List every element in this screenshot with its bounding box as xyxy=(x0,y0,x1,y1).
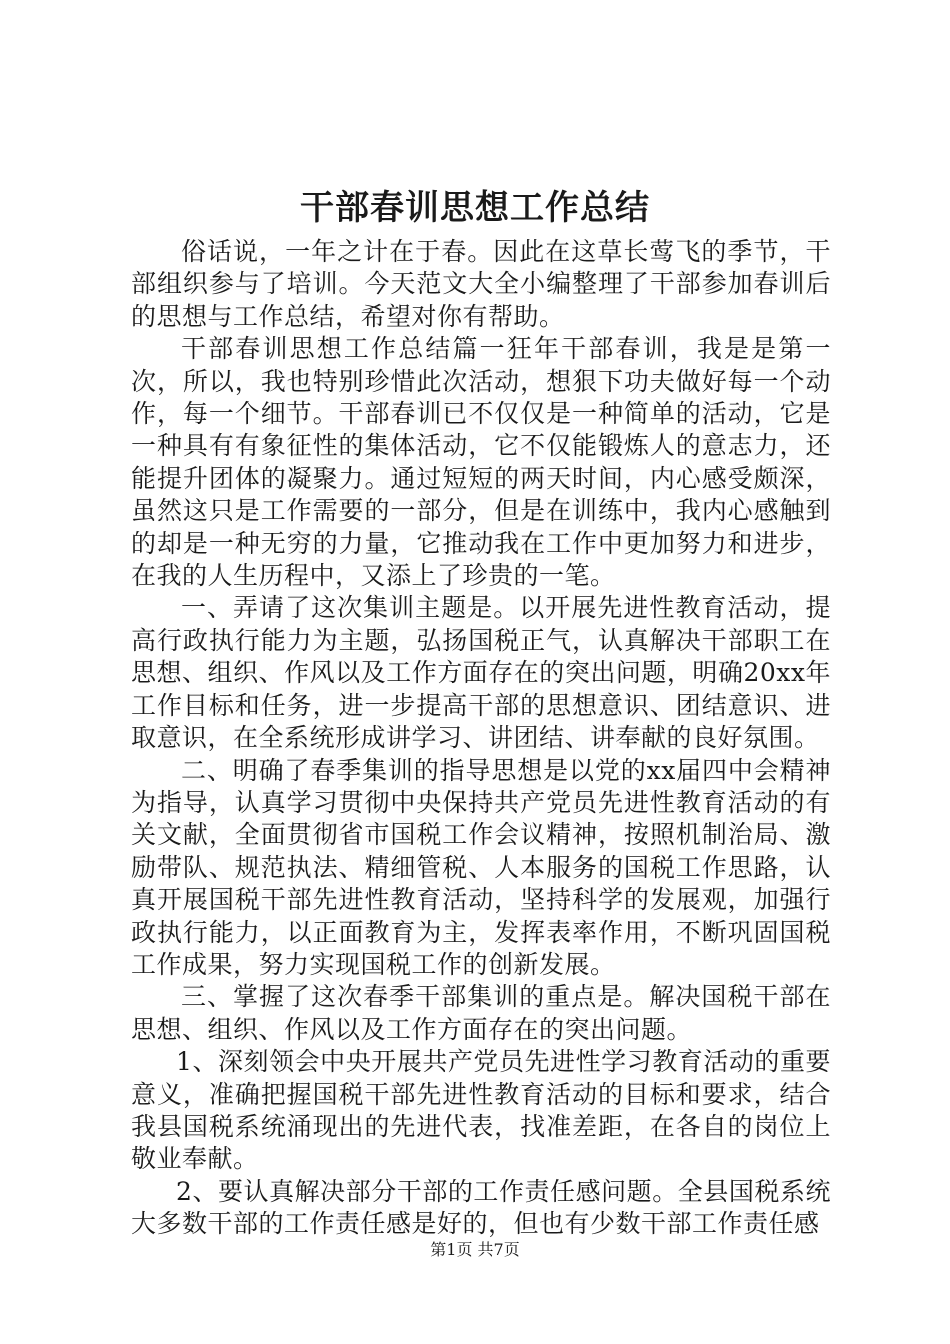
paragraph-section-three: 三、掌握了这次春季干部集训的重点是。解决国税干部在思想、组织、作风以及工作方面存在的突出问题。 xyxy=(131,982,831,1044)
document-title: 干部春训思想工作总结 xyxy=(300,188,650,228)
paragraph-section-two: 二、明确了春季集训的指导思想是以党的xx届四中会精神为指导，认真学习贯彻中央保持共产党员先进性教育活动的有关文献，全面贯彻省市国税工作会议精神，按照机制治局、激励带队、规范执法、精细管税、人本服务的国税工作思路，认真开展国税干部先进性教育活动，坚持科学的发展观，加强行政执行能力，以正面教育为主，发挥表率作用，不断巩固国税工作成果，努力实现国税工作的创新发展。 xyxy=(131,755,831,979)
paragraph-section-one: 一、弄请了这次集训主题是。以开展先进性教育活动，提高行政执行能力为主题，弘扬国税正气，认真解决干部职工在思想、组织、作风以及工作方面存在的突出问题，明确20xx年工作目标和任务，进一步提高干部的思想意识、团结意识、进取意识，在全系统形成讲学习、讲团结、讲奉献的良好氛围。 xyxy=(131,593,831,753)
paragraph-item-two: 2、要认真解决部分干部的工作责任感问题。全县国税系统大多数干部的工作责任感是好的，但也有少数干部工作责任感 xyxy=(131,1176,831,1239)
page-number-label: 第1页 共7页 xyxy=(430,1240,520,1259)
paragraph-article-one: 干部春训思想工作总结篇一狂年干部春训，我是是第一次，所以，我也特别珍惜此次活动，想狠下功夫做好每一个动作，每一个细节。干部春训已不仅仅是一种简单的活动，它是一种具有有象征性的集体活动，它不仅能锻炼人的意志力，还能提升团体的凝聚力。通过短短的两天时间，内心感受颇深，虽然这只是工作需要的一部分，但是在训练中，我内心感触到的却是一种无穷的力量，它推动我在工作中更加努力和进步，在我的人生历程中，又添上了珍贵的一笔。 xyxy=(131,334,831,591)
document-body xyxy=(131,236,831,1241)
page-footer xyxy=(0,1240,950,1260)
paragraph-intro: 俗话说，一年之计在于春。因此在这草长莺飞的季节，干部组织参与了培训。今天范文大全小编整理了干部参加春训后的思想与工作总结，希望对你有帮助。 xyxy=(131,237,831,331)
paragraph-item-one: 1、深刻领会中央开展共产党员先进性学习教育活动的重要意义，准确把握国税干部先进性教育活动的目标和要求，结合我县国税系统涌现出的先进代表，找准差距，在各自的岗位上敬业奉献。 xyxy=(131,1047,831,1174)
